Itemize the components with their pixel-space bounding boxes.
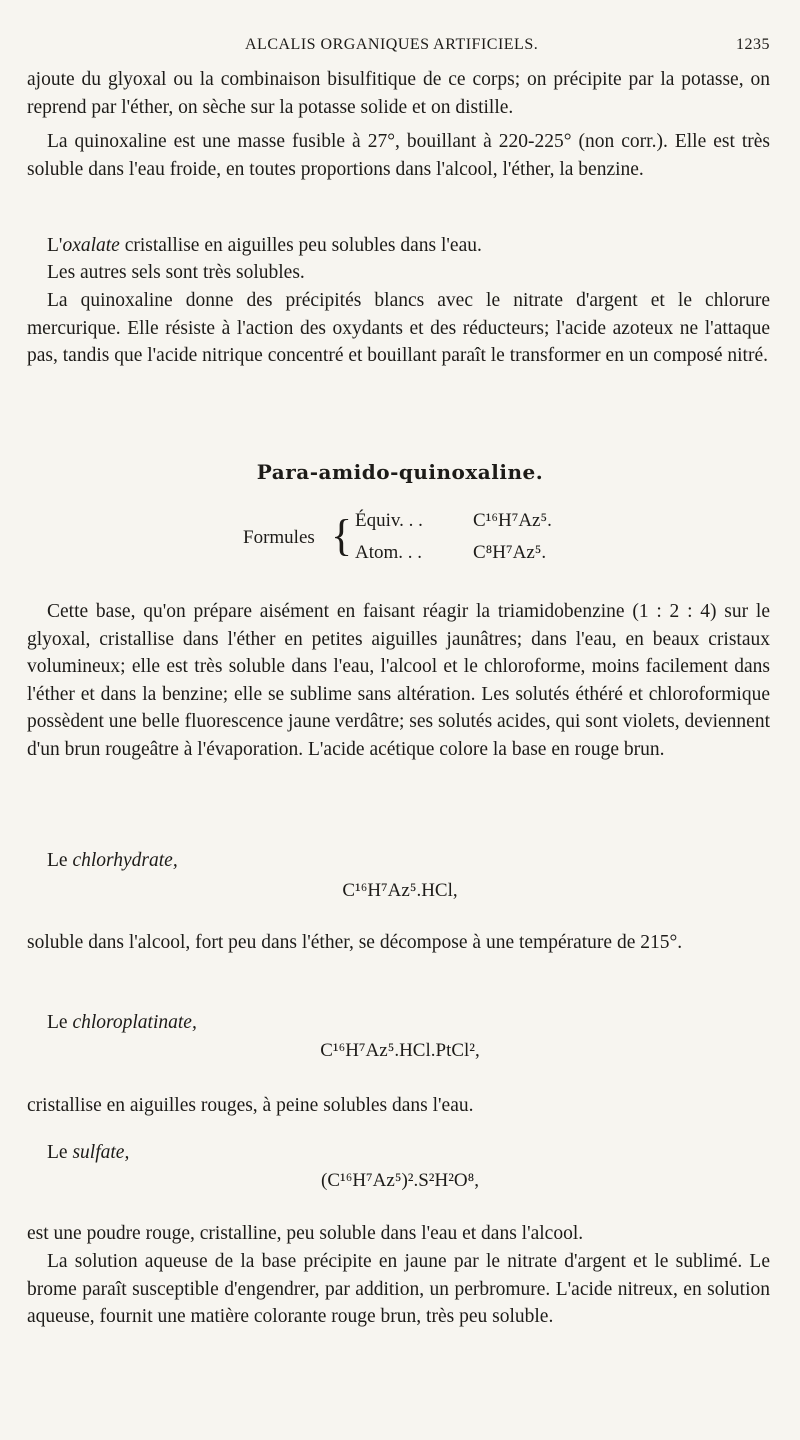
- chlorhydrate-intro: [27, 847, 770, 875]
- paragraph-properties: La quinoxaline est une masse fusible à 27°, bouillant à 220-225° (non corr.). Elle est très soluble dans l'eau froide, en toutes proportions dans l'alcool, l'éther, la benzine.: [27, 131, 770, 180]
- chloroplatinate-text: cristallise en aiguilles rouges, à peine solubles dans l'eau.: [27, 1095, 474, 1116]
- oxalate-text: cristallise en aiguilles peu solubles dans l'eau.: [119, 235, 482, 256]
- paragraph-other-salts: Les autres sels sont très solubles.: [47, 262, 305, 283]
- chlorhydrate-term: chlorhydrate,: [72, 850, 178, 871]
- sulfate-formula: (C¹⁶H⁷Az⁵)².S²H²O⁸,: [321, 1170, 479, 1191]
- chlorhydrate-prefix: Le: [47, 850, 73, 871]
- chlorhydrate-formula: C¹⁶H⁷Az⁵.HCl,: [342, 880, 458, 901]
- formula-block: [243, 508, 563, 572]
- chlorhydrate-text: soluble dans l'alcool, fort peu dans l'éther, se décompose à une température de 215°.: [27, 932, 683, 953]
- chloroplatinate-formula: C¹⁶H⁷Az⁵.HCl.PtCl²,: [320, 1040, 480, 1061]
- formula-atom-label: Atom. . .: [355, 542, 423, 563]
- chloroplatinate-prefix: Le: [47, 1012, 73, 1033]
- page-number: 1235: [736, 36, 770, 53]
- running-head-title: ALCALIS ORGANIQUES ARTIFICIELS.: [245, 36, 539, 53]
- paragraph-oxalate: [27, 232, 770, 260]
- running-head: [0, 36, 800, 60]
- brace-icon: {: [331, 511, 353, 560]
- oxalate-prefix: L': [47, 235, 63, 256]
- sulfate-term: sulfate,: [72, 1142, 130, 1163]
- chloroplatinate-intro: [27, 1009, 770, 1037]
- oxalate-term: oxalate: [62, 235, 120, 256]
- chloroplatinate-term: chloroplatinate,: [72, 1012, 197, 1033]
- formula-equiv-value: C¹⁶H⁷Az⁵.: [473, 510, 552, 531]
- paragraph-description: Cette base, qu'on prépare aisément en faisant réagir la triamidobenzine (1 : 2 : 4) sur le glyoxal, cristallise dans l'éther en petites aiguilles jaunâtres; dans l'eau, en beaux cristaux volumineux; elle est très soluble dans l'eau, l'alcool et le chloroforme, moins facilement dans l'éther et dans la benzine; elle se sublime sans altération. Les solutés éthéré et chloroformique possèdent une belle fluorescence jaune verdâtre; ses solutés acides, qui sont violets, deviennent d'un brun rougeâtre à l'évaporation. L'acide acétique colore la base en rouge brun.: [27, 601, 770, 760]
- sulfate-prefix: Le: [47, 1142, 73, 1163]
- sulfate-text: est une poudre rouge, cristalline, peu soluble dans l'eau et dans l'alcool.: [27, 1223, 584, 1244]
- paragraph-final: La solution aqueuse de la base précipite en jaune par le nitrate d'argent et le sublimé. Le brome paraît susceptible d'engendrer, par addition, un perbromure. L'acide nitreux, en solution aqueuse, fournit une matière colorante rouge brun, très peu soluble.: [27, 1251, 770, 1327]
- paragraph-intro: ajoute du glyoxal ou la combinaison bisulfitique de ce corps; on précipite par la potasse, on reprend par l'éther, on sèche sur la potasse solide et on distille.: [27, 69, 770, 118]
- formula-atom-value: C⁸H⁷Az⁵.: [473, 542, 547, 563]
- sulfate-intro: [27, 1139, 770, 1167]
- paragraph-reactions: La quinoxaline donne des précipités blancs avec le nitrate d'argent et le chlorure mercurique. Elle résiste à l'action des oxydants et des réducteurs; l'acide azoteux ne l'attaque pas, tandis que l'acide nitrique concentré et bouillant paraît le transformer en un composé nitré.: [27, 290, 770, 366]
- formula-label: Formules: [243, 527, 315, 548]
- section-title: Para-amido-quinoxaline.: [256, 460, 544, 484]
- formula-equiv-label: Équiv. . .: [355, 510, 423, 531]
